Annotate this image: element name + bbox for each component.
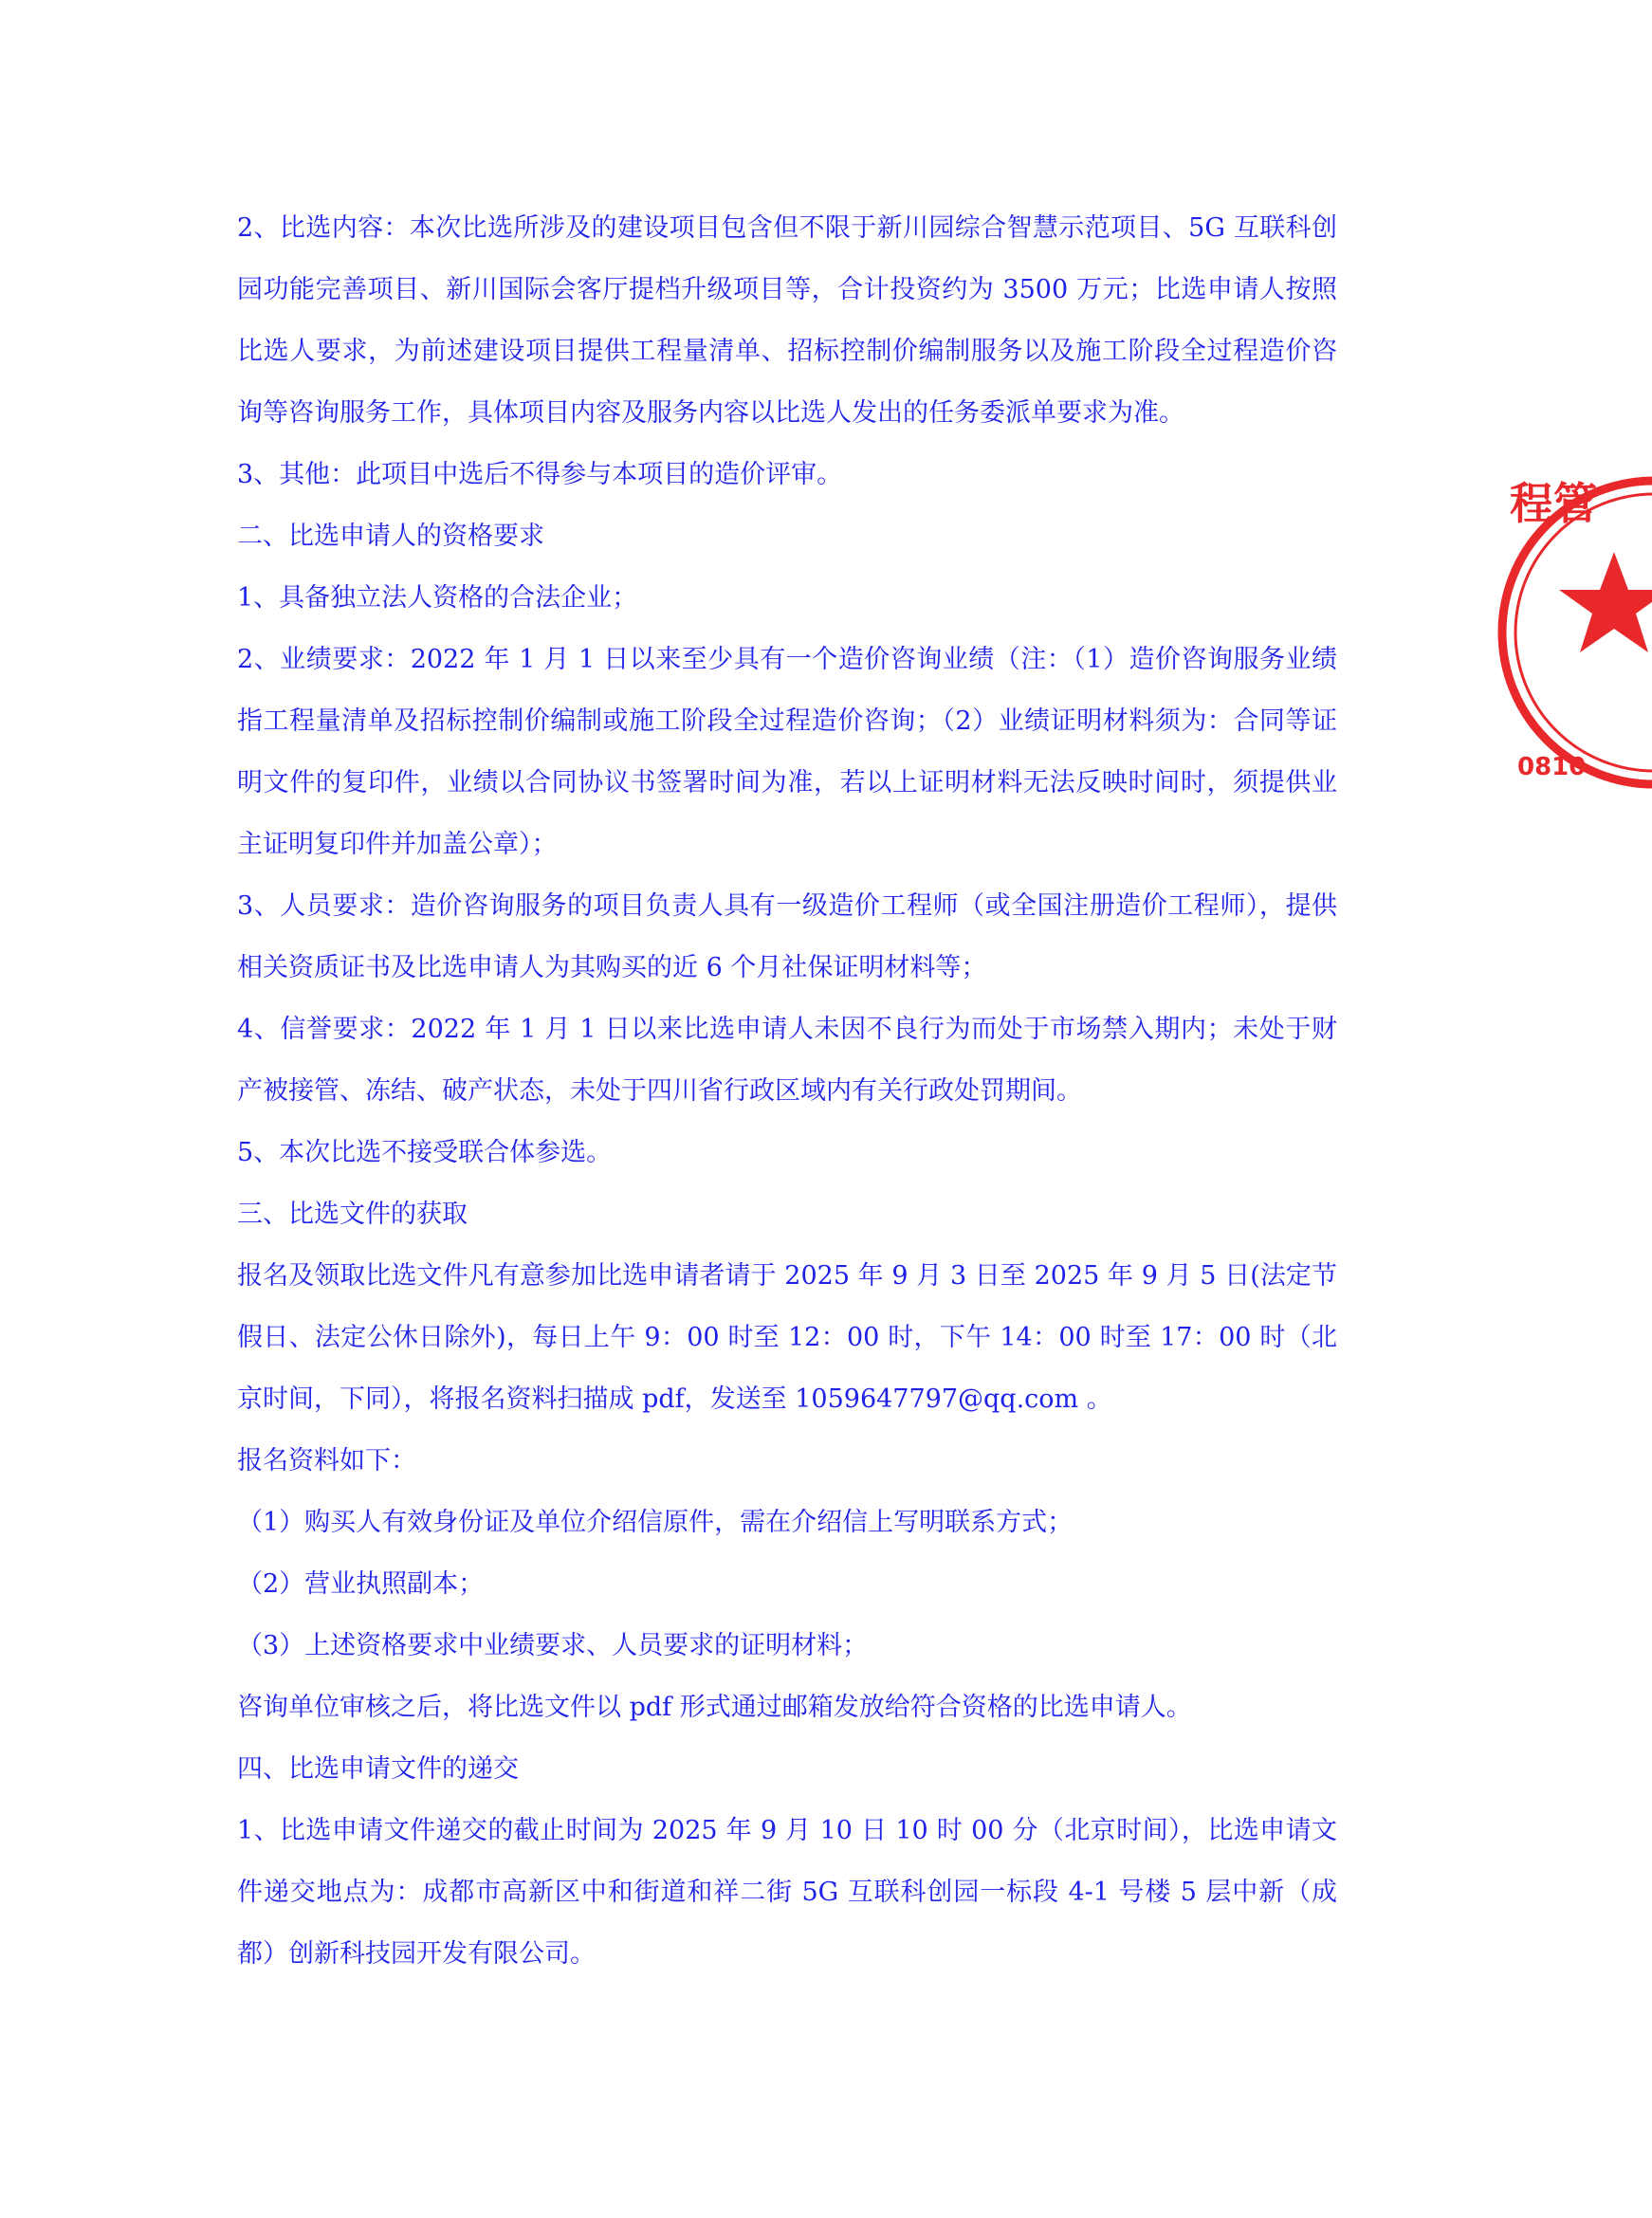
paragraph-other: 3、其他：此项目中选后不得参与本项目的造价评审。 (237, 460, 843, 489)
paragraph-qualification-1: 1、具备独立法人资格的合法企业； (237, 583, 638, 613)
paragraph-qualification-5: 5、本次比选不接受联合体参选。 (237, 1138, 613, 1167)
paragraph-review: 咨询单位审核之后，将比选文件以 pdf 形式通过邮箱发放给符合资格的比选申请人。 (237, 1693, 1192, 1722)
paragraph-submission-deadline: 1、比选申请文件递交的截止时间为 2025 年 9 月 10 日 10 时 00 分（北京时间），比选申请文件递交地点为：成都市高新区中和街道和祥二街 5G 互联科创园一标段 4-1 号楼 5 层中新（成都）创新科技园开发有限公司。 (237, 1816, 1337, 1969)
seal-bottom-text: 0810 (1517, 753, 1587, 781)
paragraph-qualification-3: 3、人员要求：造价咨询服务的项目负责人具有一级造价工程师（或全国注册造价工程师），提供相关资质证书及比选申请人为其购买的近 6 个月社保证明材料等； (237, 891, 1337, 982)
section-heading-submission: 四、比选申请文件的递交 (237, 1754, 519, 1784)
section-heading-qualifications: 二、比选申请人的资格要求 (237, 522, 544, 551)
paragraph-registration: 报名及领取比选文件凡有意参加比选申请者请于 2025 年 9 月 3 日至 2025 年 9 月 5 日(法定节假日、法定公休日除外)，每日上午 9：00 时至 12：00 时，下午 14：00 时至 17：00 时（北京时间，下同），将报名资料扫描成 pdf，发送至 1059647797@qq.com 。 (237, 1261, 1337, 1414)
section-heading-obtain-documents: 三、比选文件的获取 (237, 1200, 468, 1229)
paragraph-qualification-2: 2、业绩要求：2022 年 1 月 1 日以来至少具有一个造价咨询业绩（注：（1）造价咨询服务业绩指工程量清单及招标控制价编制或施工阶段全过程造价咨询；（2）业绩证明材料须为：合同等证明文件的复印件，业绩以合同协议书签署时间为准，若以上证明材料无法反映时间时，须提供业主证明复印件并加盖公章）； (237, 645, 1337, 859)
document-body (237, 197, 1337, 1985)
official-seal (1491, 438, 1652, 798)
seal-top-text: 程管 (1510, 478, 1597, 529)
paragraph-qualification-4: 4、信誉要求：2022 年 1 月 1 日以来比选申请人未因不良行为而处于市场禁入期内；未处于财产被接管、冻结、破产状态，未处于四川省行政区域内有关行政处罚期间。 (237, 1015, 1337, 1106)
paragraph-registration-materials: 报名资料如下： (237, 1446, 416, 1476)
list-item-material-3: （3）上述资格要求中业绩要求、人员要求的证明材料； (237, 1631, 869, 1660)
list-item-material-2: （2）营业执照副本； (237, 1569, 485, 1599)
list-item-material-1: （1）购买人有效身份证及单位介绍信原件，需在介绍信上写明联系方式； (237, 1508, 1074, 1537)
paragraph-selection-content: 2、比选内容：本次比选所涉及的建设项目包含但不限于新川园综合智慧示范项目、5G 互联科创园功能完善项目、新川国际会客厅提档升级项目等，合计投资约为 3500 万元；比选申请人按照比选人要求，为前述建设项目提供工程量清单、招标控制价编制服务以及施工阶段全过程造价咨询等咨询服务工作，具体项目内容及服务内容以比选人发出的任务委派单要求为准。 (237, 213, 1337, 428)
